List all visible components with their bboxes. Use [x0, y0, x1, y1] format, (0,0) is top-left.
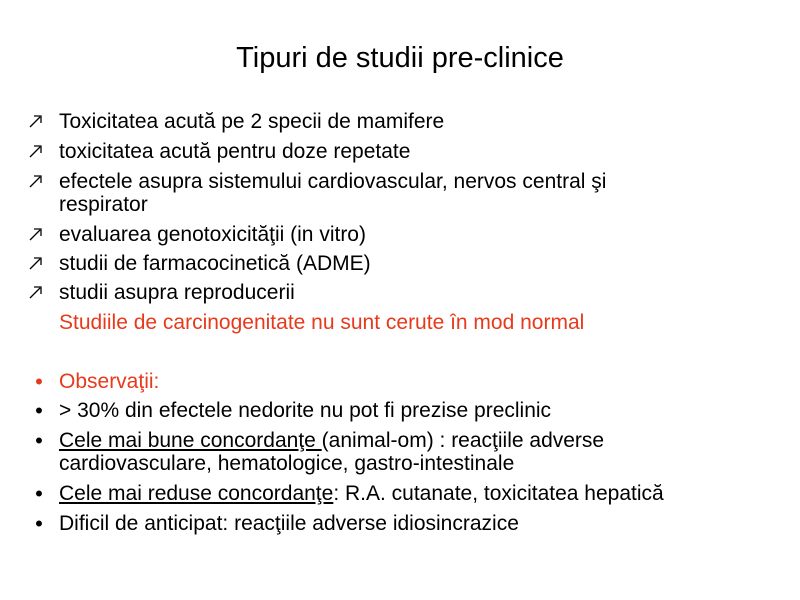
observation-text: (animal-om) : reacţiile adverse [321, 429, 605, 452]
study-item [59, 140, 784, 163]
observation-item [35, 428, 784, 475]
study-text: studii asupra reproducerii [59, 281, 295, 304]
observation-text: Dificil de anticipat: reacţiile adverse idiosincrazice [59, 512, 519, 535]
hollow-arrow-icon [28, 252, 50, 271]
study-text-continuation: respirator [59, 193, 148, 216]
observation-underlined-text: Cele mai reduse concordanţe [59, 482, 334, 505]
dot-bullet-icon: • [35, 398, 43, 423]
hollow-arrow-icon [28, 140, 50, 159]
study-item [59, 223, 784, 246]
dot-bullet-icon: • [35, 511, 43, 536]
hollow-arrow-icon [28, 223, 50, 242]
observations-item [35, 369, 784, 394]
study-text: efectele asupra sistemului cardiovascular, nervos central şi [59, 170, 607, 193]
study-text: Toxicitatea acută pe 2 specii de mamifere [59, 110, 445, 133]
observation-text: > 30% din efectele nedorite nu pot fi prezise preclinic [59, 399, 552, 422]
dot-bullet-icon: • [35, 369, 43, 394]
hollow-arrow-icon [28, 110, 50, 129]
slide-title: Tipuri de studii pre-clinice [236, 42, 564, 74]
study-text: toxicitatea acută pentru doze repetate [59, 140, 411, 163]
study-item [59, 110, 784, 133]
hollow-arrow-icon [28, 281, 50, 300]
dot-bullet-icon: • [35, 481, 43, 506]
observation-text-continuation: cardiovasculare, hematologice, gastro-intestinale [59, 452, 515, 475]
study-text: evaluarea genotoxicităţii (in vitro) [59, 223, 366, 246]
hollow-arrow-icon [28, 170, 50, 189]
study-item [59, 252, 784, 275]
observations-heading: Observaţii: [59, 370, 160, 393]
study-text: studii de farmacocinetică (ADME) [59, 252, 371, 275]
observation-item [35, 481, 784, 506]
observation-item [35, 511, 784, 536]
observation-text: : R.A. cutanate, toxicitatea hepatică [333, 482, 664, 505]
study-item [59, 170, 784, 216]
study-item [59, 281, 784, 304]
carcinogenicity-note: Studiile de carcinogenitate nu sunt cerute în mod normal [59, 311, 585, 334]
observation-item [35, 398, 784, 423]
observation-underlined-text: Cele mai bune concordanţe [59, 429, 322, 452]
dot-bullet-icon: • [35, 428, 43, 453]
